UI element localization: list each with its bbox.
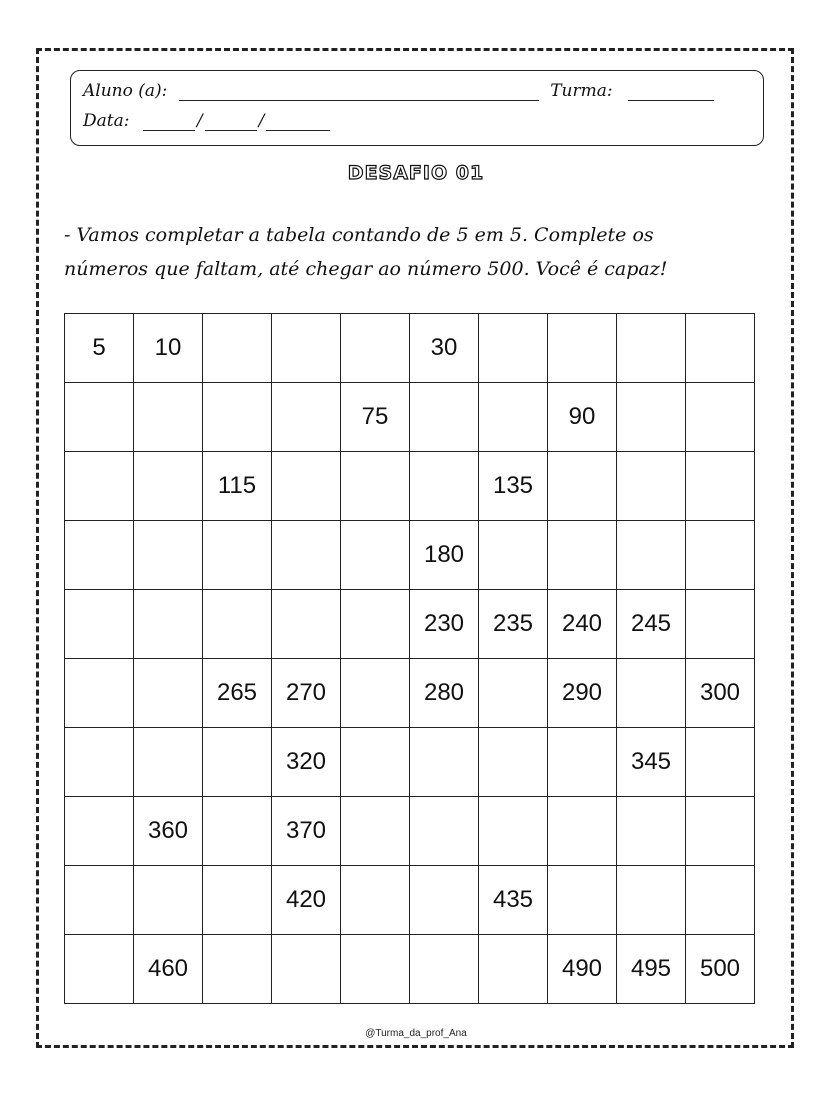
date-month-field[interactable] xyxy=(205,116,257,131)
grid-cell-filled: 460 xyxy=(134,935,203,1004)
grid-cell-filled: 245 xyxy=(617,590,686,659)
student-row xyxy=(83,81,714,101)
grid-cell-empty[interactable] xyxy=(479,383,548,452)
grid-cell-filled: 115 xyxy=(203,452,272,521)
grid-cell-empty[interactable] xyxy=(479,521,548,590)
grid-cell-empty[interactable] xyxy=(341,728,410,797)
grid-cell-empty[interactable] xyxy=(65,521,134,590)
grid-cell-empty[interactable] xyxy=(617,866,686,935)
grid-cell-empty[interactable] xyxy=(65,590,134,659)
grid-cell-empty[interactable] xyxy=(479,659,548,728)
grid-cell-empty[interactable] xyxy=(134,590,203,659)
grid-cell-empty[interactable] xyxy=(548,521,617,590)
grid-cell-empty[interactable] xyxy=(479,728,548,797)
grid-row xyxy=(65,383,755,452)
grid-cell-empty[interactable] xyxy=(686,797,755,866)
grid-cell-empty[interactable] xyxy=(203,728,272,797)
grid-cell-empty[interactable] xyxy=(341,590,410,659)
grid-cell-filled: 180 xyxy=(410,521,479,590)
grid-cell-empty[interactable] xyxy=(272,452,341,521)
grid-cell-empty[interactable] xyxy=(65,797,134,866)
grid-cell-empty[interactable] xyxy=(617,797,686,866)
grid-cell-empty[interactable] xyxy=(65,383,134,452)
date-separator: / xyxy=(258,111,265,131)
grid-cell-empty[interactable] xyxy=(548,728,617,797)
footer-credit: @Turma_da_prof_Ana xyxy=(365,1028,467,1039)
grid-cell-empty[interactable] xyxy=(134,728,203,797)
grid-cell-empty[interactable] xyxy=(479,935,548,1004)
grid-cell-filled: 345 xyxy=(617,728,686,797)
grid-cell-empty[interactable] xyxy=(134,521,203,590)
grid-cell-empty[interactable] xyxy=(65,728,134,797)
grid-cell-empty[interactable] xyxy=(410,383,479,452)
grid-cell-empty[interactable] xyxy=(272,314,341,383)
grid-cell-filled: 290 xyxy=(548,659,617,728)
grid-cell-empty[interactable] xyxy=(341,314,410,383)
grid-cell-empty[interactable] xyxy=(341,659,410,728)
grid-cell-empty[interactable] xyxy=(617,383,686,452)
grid-cell-filled: 420 xyxy=(272,866,341,935)
grid-cell-filled: 235 xyxy=(479,590,548,659)
grid-cell-empty[interactable] xyxy=(272,383,341,452)
grid-cell-empty[interactable] xyxy=(617,521,686,590)
grid-row xyxy=(65,797,755,866)
grid-cell-empty[interactable] xyxy=(410,728,479,797)
grid-cell-empty[interactable] xyxy=(203,521,272,590)
grid-cell-empty[interactable] xyxy=(272,521,341,590)
grid-cell-filled: 5 xyxy=(65,314,134,383)
student-name-field[interactable] xyxy=(179,86,539,101)
student-label: Aluno (a): xyxy=(83,81,168,101)
grid-cell-empty[interactable] xyxy=(410,935,479,1004)
grid-cell-filled: 30 xyxy=(410,314,479,383)
grid-cell-empty[interactable] xyxy=(410,452,479,521)
grid-cell-empty[interactable] xyxy=(203,383,272,452)
grid-cell-empty[interactable] xyxy=(272,935,341,1004)
grid-cell-empty[interactable] xyxy=(65,935,134,1004)
class-label: Turma: xyxy=(550,81,613,101)
date-row xyxy=(83,111,330,131)
grid-cell-empty[interactable] xyxy=(617,659,686,728)
grid-cell-empty[interactable] xyxy=(479,314,548,383)
grid-cell-empty[interactable] xyxy=(341,452,410,521)
grid-cell-filled: 240 xyxy=(548,590,617,659)
date-day-field[interactable] xyxy=(143,116,195,131)
page-title: DESAFIO 01 xyxy=(347,162,485,184)
grid-cell-empty[interactable] xyxy=(134,452,203,521)
grid-cell-filled: 495 xyxy=(617,935,686,1004)
date-year-field[interactable] xyxy=(266,116,330,131)
grid-cell-filled: 10 xyxy=(134,314,203,383)
grid-cell-empty[interactable] xyxy=(686,728,755,797)
grid-cell-empty[interactable] xyxy=(686,590,755,659)
grid-row xyxy=(65,452,755,521)
instructions-line-2: números que faltam, até chegar ao número 500. Você é capaz! xyxy=(64,258,668,280)
grid-cell-empty[interactable] xyxy=(341,866,410,935)
grid-cell-empty[interactable] xyxy=(548,866,617,935)
grid-row xyxy=(65,728,755,797)
grid-cell-empty[interactable] xyxy=(203,935,272,1004)
grid-row xyxy=(65,659,755,728)
grid-cell-empty[interactable] xyxy=(134,866,203,935)
grid-cell-filled: 280 xyxy=(410,659,479,728)
grid-row xyxy=(65,935,755,1004)
grid-cell-filled: 270 xyxy=(272,659,341,728)
grid-cell-empty[interactable] xyxy=(272,590,341,659)
date-label: Data: xyxy=(83,111,130,131)
class-field[interactable] xyxy=(628,86,714,101)
grid-cell-empty[interactable] xyxy=(479,797,548,866)
grid-cell-filled: 230 xyxy=(410,590,479,659)
grid-cell-empty[interactable] xyxy=(341,797,410,866)
counting-grid xyxy=(64,313,755,1004)
grid-cell-empty[interactable] xyxy=(686,521,755,590)
grid-cell-empty[interactable] xyxy=(341,935,410,1004)
grid-cell-filled: 435 xyxy=(479,866,548,935)
grid-cell-empty[interactable] xyxy=(134,383,203,452)
grid-row xyxy=(65,866,755,935)
grid-cell-empty[interactable] xyxy=(203,866,272,935)
date-separator: / xyxy=(196,111,203,131)
grid-cell-empty[interactable] xyxy=(548,797,617,866)
grid-cell-empty[interactable] xyxy=(686,314,755,383)
instructions xyxy=(64,218,764,286)
grid-cell-empty[interactable] xyxy=(203,314,272,383)
grid-cell-empty[interactable] xyxy=(548,314,617,383)
grid-cell-filled: 500 xyxy=(686,935,755,1004)
grid-cell-empty[interactable] xyxy=(617,452,686,521)
grid-cell-empty[interactable] xyxy=(686,866,755,935)
grid-cell-empty[interactable] xyxy=(341,521,410,590)
grid-cell-empty[interactable] xyxy=(203,797,272,866)
grid-cell-filled: 75 xyxy=(341,383,410,452)
grid-cell-empty[interactable] xyxy=(134,659,203,728)
grid-row xyxy=(65,521,755,590)
grid-cell-empty[interactable] xyxy=(686,452,755,521)
grid-cell-empty[interactable] xyxy=(203,590,272,659)
grid-cell-filled: 360 xyxy=(134,797,203,866)
grid-row xyxy=(65,590,755,659)
grid-cell-filled: 490 xyxy=(548,935,617,1004)
grid-cell-empty[interactable] xyxy=(548,452,617,521)
grid-cell-filled: 300 xyxy=(686,659,755,728)
grid-cell-filled: 265 xyxy=(203,659,272,728)
grid-cell-empty[interactable] xyxy=(65,866,134,935)
student-info-box xyxy=(70,70,764,146)
grid-row xyxy=(65,314,755,383)
grid-cell-empty[interactable] xyxy=(65,452,134,521)
grid-cell-empty[interactable] xyxy=(65,659,134,728)
grid-cell-empty[interactable] xyxy=(617,314,686,383)
grid-cell-filled: 370 xyxy=(272,797,341,866)
grid-cell-filled: 90 xyxy=(548,383,617,452)
grid-cell-filled: 320 xyxy=(272,728,341,797)
grid-cell-empty[interactable] xyxy=(410,866,479,935)
grid-cell-empty[interactable] xyxy=(410,797,479,866)
grid-cell-empty[interactable] xyxy=(686,383,755,452)
grid-cell-filled: 135 xyxy=(479,452,548,521)
instructions-line-1: - Vamos completar a tabela contando de 5 em 5. Complete os xyxy=(64,224,654,246)
